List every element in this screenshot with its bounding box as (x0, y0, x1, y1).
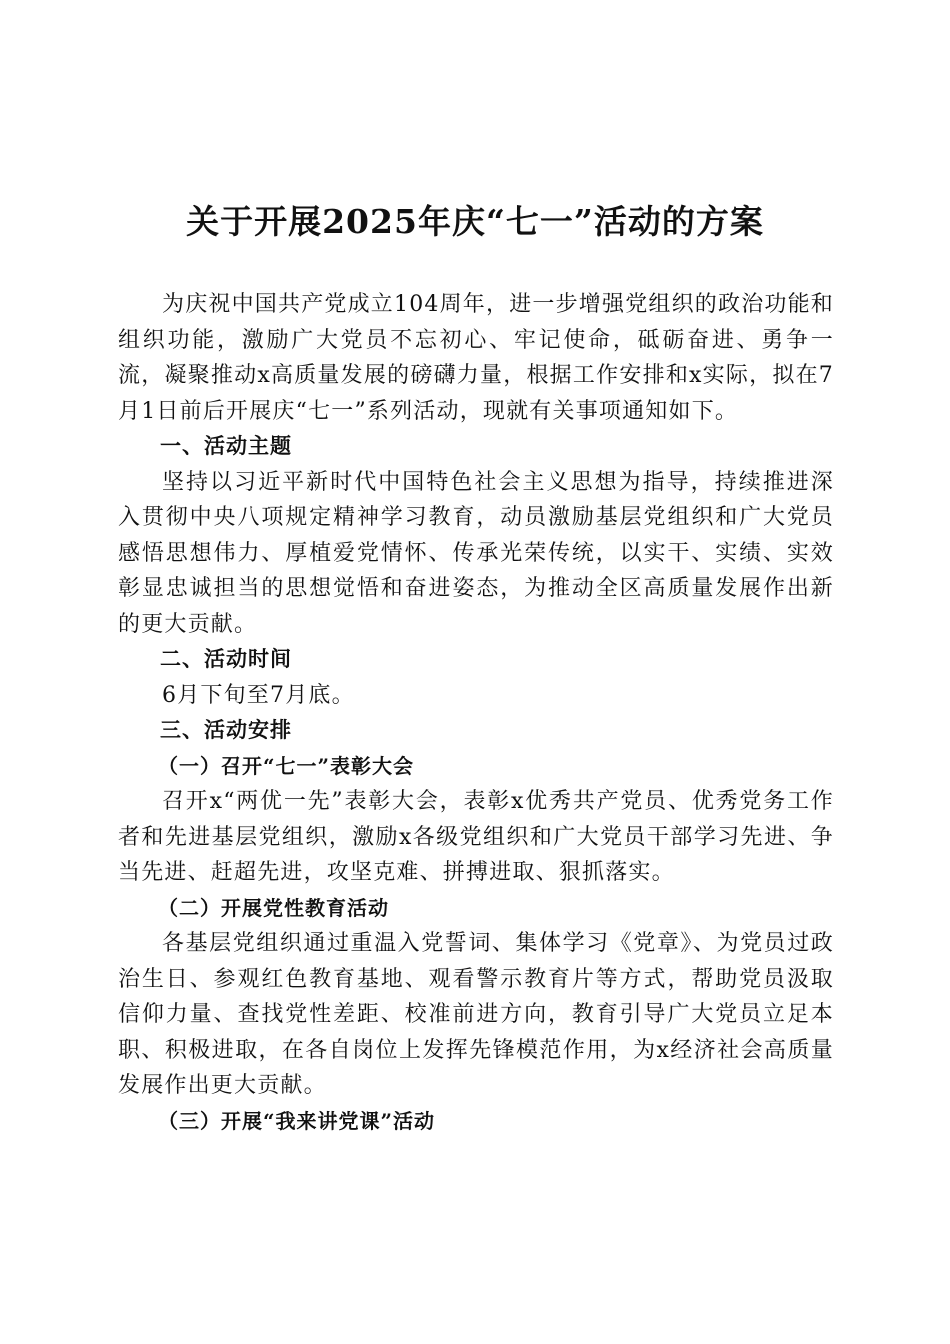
section-heading-arrangement: 三、活动安排 (160, 718, 292, 742)
subheading-party-education: （二）开展党性教育活动 (158, 895, 389, 920)
subheading-party-lecture: （三）开展“我来讲党课”活动 (158, 1108, 436, 1133)
theme-paragraph: 坚持以习近平新时代中国特色社会主义思想为指导，持续推进深入贯彻中央八项规定精神学习教育，动员激励基层党组织和广大党员感悟思想伟力、厚植爱党情怀、传承光荣传统，以实干、实绩、实效彰显忠诚担当的思想觉悟和奋进姿态，为推动全区高质量发展作出新的更大贡献。 (118, 469, 834, 637)
section-heading-theme: 一、活动主题 (160, 434, 292, 458)
commendation-paragraph: 召开x“两优一先”表彰大会，表彰x优秀共产党员、优秀党务工作者和先进基层党组织，激励x各级党组织和广大党员干部学习先进、争当先进、赶超先进，攻坚克难、拼搏进取、狠抓落实。 (118, 789, 834, 885)
subheading-commendation: （一）召开“七一”表彰大会 (158, 753, 415, 778)
section-heading-time: 二、活动时间 (160, 647, 292, 671)
document-title: 关于开展2025年庆“七一”活动的方案 (186, 202, 764, 241)
document-body (118, 287, 834, 1139)
party-education-paragraph: 各基层党组织通过重温入党誓词、集体学习《党章》、为党员过政治生日、参观红色教育基地、观看警示教育片等方式，帮助党员汲取信仰力量、查找党性差距、校准前进方向，教育引导广大党员立足本职、积极进取，在各自岗位上发挥先锋模范作用，为x经济社会高质量发展作出更大贡献。 (118, 931, 834, 1098)
time-paragraph: 6月下旬至7月底。 (162, 682, 355, 708)
intro-paragraph: 为庆祝中国共产党成立104周年，进一步增强党组织的政治功能和组织功能，激励广大党员不忘初心、牢记使命，砥砺奋进、勇争一流，凝聚推动x高质量发展的磅礴力量，根据工作安排和x实际，拟在7月1日前后开展庆“七一”系列活动，现就有关事项通知如下。 (118, 292, 834, 424)
